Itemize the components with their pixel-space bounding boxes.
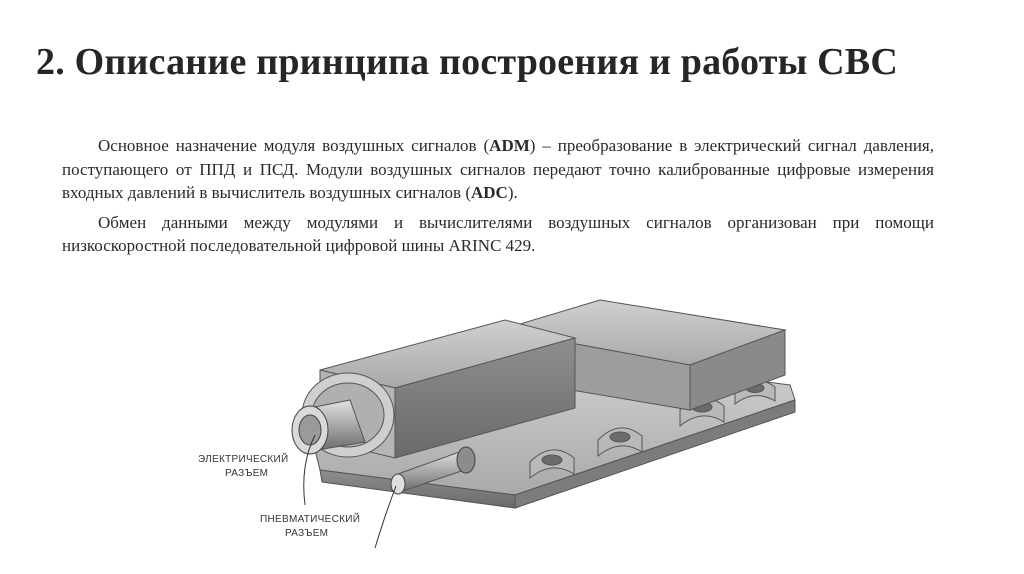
electrical-connector — [292, 373, 394, 457]
p1-part-a: Основное назначение модуля воздушных сигналов ( — [98, 136, 490, 155]
adc-abbr: ADC — [471, 183, 508, 202]
label-electrical-connector-2: РАЗЪЕМ — [225, 468, 269, 479]
p1-part-e: ). — [507, 183, 518, 202]
slide-title: 2. Описание принципа построения и работы СВС — [36, 41, 898, 83]
adm-abbr: ADM — [489, 136, 530, 155]
callout-pneumatic — [260, 486, 396, 548]
description-text — [62, 134, 934, 264]
label-pneumatic-connector-2: РАЗЪЕМ — [285, 528, 329, 539]
paragraph-arinc-bus: Обмен данными между модулями и вычислителями воздушных сигналов организован при помощи низкоскоростной последовательной цифровой шины ARINC 429. — [62, 212, 934, 255]
p1-part-c: ) – преобразование в электрический сигнал давления, поступающего от ППД и ПСД. Модули воздушных сигналов передают точно калиброванные цифровые измерения входных давлений в вычислитель воздушных сигналов ( — [62, 136, 934, 202]
label-pneumatic-connector: ПНЕВМАТИЧЕСКИЙ — [260, 514, 361, 525]
paragraph-adm-purpose — [62, 134, 934, 205]
adm-module-illustration — [170, 290, 820, 574]
label-electrical-connector: ЭЛЕКТРИЧЕСКИЙ — [198, 454, 289, 465]
